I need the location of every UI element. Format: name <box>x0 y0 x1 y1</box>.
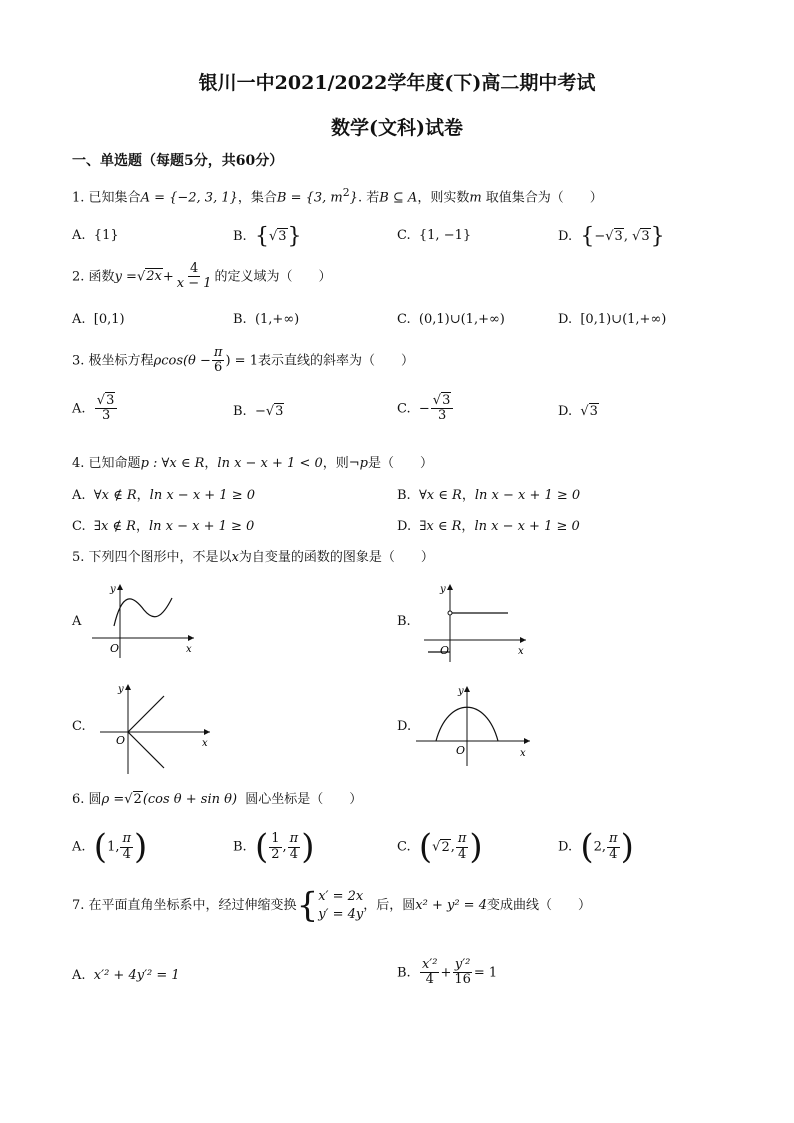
question-6-stem: 6. 圆ρ =√2(cos θ + sin θ) 圆心坐标是（ ） <box>72 792 363 807</box>
q4-option-b[interactable]: B. ∀x ∈ R，ln x − x + 1 ≥ 0 <box>397 488 581 503</box>
origin-label: O <box>110 642 120 655</box>
question-5-stem: 5. 下列四个图形中，不是以x为自变量的函数的图象是（ ） <box>72 550 434 565</box>
question-number: 1. <box>72 190 85 206</box>
curve <box>114 598 172 626</box>
q2-option-c[interactable]: C. (0,1)∪(1,+∞) <box>397 312 505 327</box>
q2-option-a[interactable]: A. [0,1) <box>72 312 125 327</box>
question-4-stem: 4. 已知命题p : ∀x ∈ R，ln x − x + 1 < 0，则¬p是（ ） <box>72 456 433 471</box>
y-axis-label: y <box>440 584 446 595</box>
origin-label: O <box>440 644 450 657</box>
exam-subtitle: 数学(文科)试卷 <box>331 117 463 139</box>
section-heading: 一、单选题（每题5分，共60分） <box>72 153 284 169</box>
q5-graph-d[interactable] <box>412 684 534 768</box>
q5-option-d-label[interactable]: D. <box>397 719 412 734</box>
exam-title: 银川一中2021/2022学年度(下)高二期中考试 <box>198 72 596 94</box>
question-number: 5. <box>72 550 85 565</box>
question-number: 6. <box>72 792 85 807</box>
y-axis-label: y <box>458 686 464 697</box>
q3-option-c[interactable]: C. − $\frac{√3}{3}$ <box>397 394 454 424</box>
origin-label: O <box>456 744 466 757</box>
y-axis-label: y <box>110 584 116 595</box>
q3-option-a[interactable]: A. $\frac{√3}{3}$ <box>72 394 118 424</box>
question-number: 7. <box>72 898 85 914</box>
q7-option-b[interactable]: B. $\frac{\text{x′²}}{4}$ + $\frac{\text{y′²}}{16}$ = 1 <box>397 957 498 988</box>
q5-option-b-label[interactable]: B. <box>397 614 411 629</box>
lower-line <box>128 732 164 768</box>
q3-option-b[interactable]: B. −√3 <box>233 404 284 419</box>
x-axis-label: x <box>202 738 208 749</box>
q4-option-d[interactable]: D. ∃x ∈ R，ln x − x + 1 ≥ 0 <box>397 519 580 534</box>
x-axis-label: x <box>186 644 192 655</box>
q4-option-c[interactable]: C. ∃x ∉ R，ln x − x + 1 ≥ 0 <box>72 519 255 534</box>
q2-option-d[interactable]: D. [0,1)∪(1,+∞) <box>558 312 667 327</box>
q1-option-a[interactable]: A. {1} <box>72 228 119 243</box>
q6-option-c[interactable]: C. (√2, $\frac{\pi}{4}$ ) <box>397 827 483 867</box>
question-1-stem: 1. 已知集合A = {−2, 3, 1}，集合B = {3, $m^2$}. 若B ⊆ A，则实数m 取值集合为（ ） <box>72 186 603 206</box>
question-3-stem: 3. 极坐标方程ρcos(θ − $\frac{\pi}{6}$ ) = 1表示直线的斜率为（ ） <box>72 345 414 376</box>
question-number: 3. <box>72 353 85 369</box>
q6-option-a[interactable]: A. (1, $\frac{\pi}{4}$ ) <box>72 827 148 867</box>
question-number: 4. <box>72 456 85 471</box>
q1-option-c[interactable]: C. {1, −1} <box>397 228 472 243</box>
q5-graph-a[interactable] <box>88 580 198 660</box>
q5-graph-b[interactable] <box>420 578 530 664</box>
x-axis-label: x <box>518 646 524 657</box>
q5-option-a-label[interactable]: A <box>72 614 82 629</box>
q3-option-d[interactable]: D. √3 <box>558 404 598 419</box>
origin-label: O <box>116 734 126 747</box>
q5-option-c-label[interactable]: C. <box>72 719 86 734</box>
q1-option-b[interactable]: B. {√3} <box>233 224 302 249</box>
q2-option-b[interactable]: B. (1,+∞) <box>233 312 300 327</box>
question-2-stem: 2. 函数y =√2x+ $\frac{4}{x - 1}$ 的定义域为（ ） <box>72 261 332 292</box>
q6-option-b[interactable]: B. ( $\frac{1}{2}$ , $\frac{\pi}{4}$ ) <box>233 827 315 867</box>
q5-graph-c[interactable] <box>94 680 214 776</box>
question-7-stem: 7. 在平面直角坐标系中，经过伸缩变换{ x′ = 2x y′ = 4y ，后，圆x² + y² = 4变成曲线（ ） <box>72 885 591 926</box>
q4-option-a[interactable]: A. ∀x ∉ R，ln x − x + 1 ≥ 0 <box>72 488 256 503</box>
question-number: 2. <box>72 269 85 285</box>
q6-option-d[interactable]: D. (2, $\frac{\pi}{4}$ ) <box>558 827 634 867</box>
upper-line <box>128 696 164 732</box>
q1-option-d[interactable]: D. {−√3, √3} <box>558 224 665 249</box>
y-axis-label: y <box>118 684 124 695</box>
x-axis-label: x <box>520 748 526 759</box>
q7-option-a[interactable]: A. x′² + 4y′² = 1 <box>72 968 180 983</box>
